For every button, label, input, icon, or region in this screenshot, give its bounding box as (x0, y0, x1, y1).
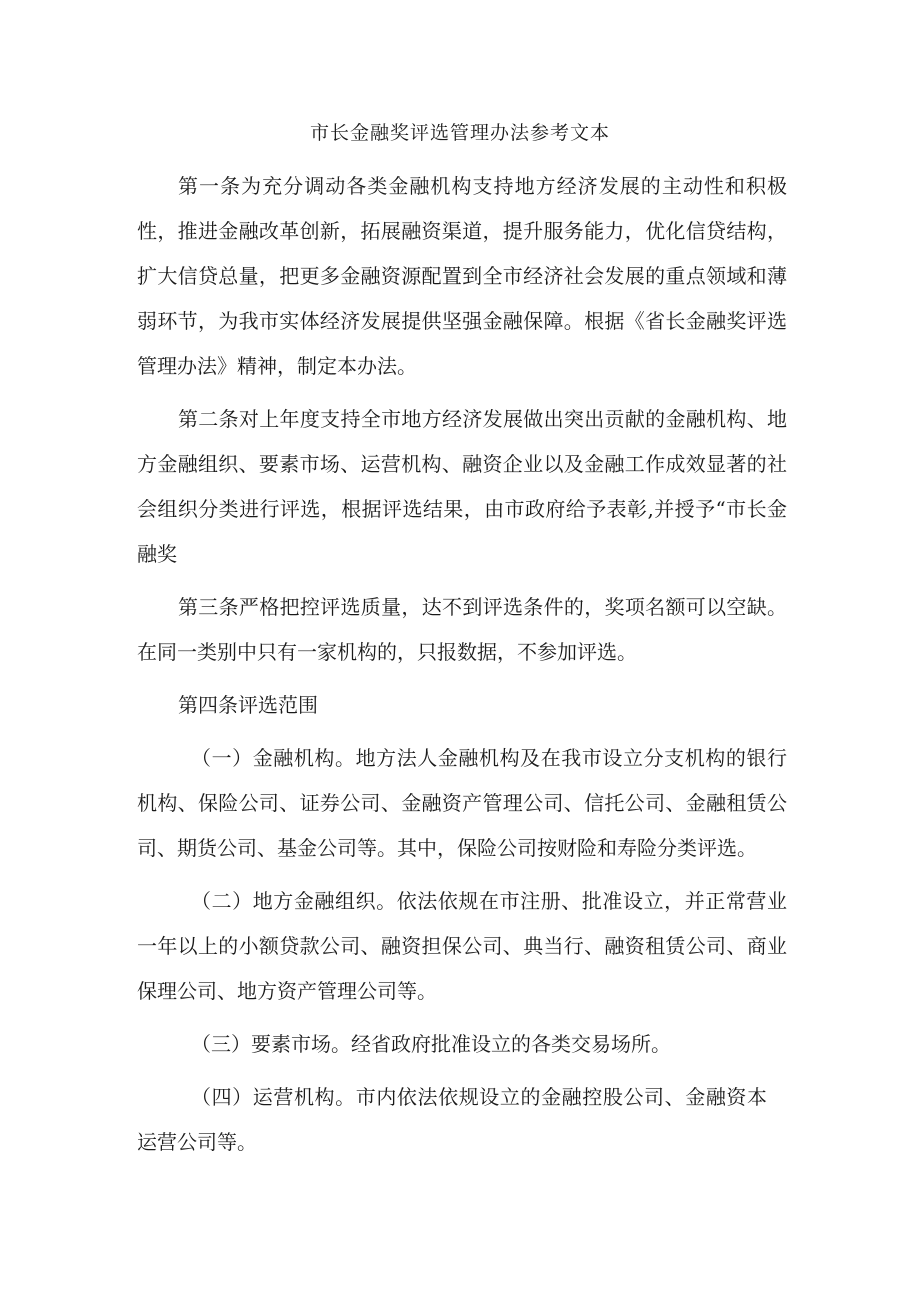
scope-item-2: （二）地方金融组织。依法依规在市注册、批准设立，并正常营业一年以上的小额贷款公司、融资担保公司、典当行、融资租赁公司、商业保理公司、地方资产管理公司等。 (137, 889, 787, 1003)
article-2-paragraph: 第二条对上年度支持全市地方经济发展做出突出贡献的金融机构、地方金融组织、要素市场、运营机构、融资企业以及金融工作成效显著的社会组织分类进行评选，根据评选结果，由市政府给予表彰,并授予“市长金融奖 (137, 407, 787, 566)
scope-item-4: （四）运营机构。市内依法依规设立的金融控股公司、金融资本运营公司等。 (137, 1085, 767, 1154)
document-body (137, 164, 787, 1173)
article-4-heading: 第四条评选范围 (178, 693, 318, 717)
scope-item-3: （三）要素市场。经省政府批准设立的各类交易场所。 (191, 1032, 671, 1056)
article-1-paragraph: 第一条为充分调动各类金融机构支持地方经济发展的主动性和积极性，推进金融改革创新，拓展融资渠道，提升服务能力，优化信贷结构，扩大信贷总量，把更多金融资源配置到全市经济社会发展的重点领域和薄弱环节，为我市实体经济发展提供坚强金融保障。根据《省长金融奖评选管理办法》精神，制定本办法。 (137, 174, 787, 378)
scope-item-1: （一）金融机构。地方法人金融机构及在我市设立分支机构的银行机构、保险公司、证券公司、金融资产管理公司、信托公司、金融租赁公司、期货公司、基金公司等。其中，保险公司按财险和寿险分类评选。 (137, 746, 787, 860)
document-title: 市长金融奖评选管理办法参考文本 (309, 122, 610, 144)
article-3-paragraph: 第三条严格把控评选质量，达不到评选条件的，奖项名额可以空缺。在同一类别中只有一家机构的，只报数据，不参加评选。 (137, 595, 787, 664)
